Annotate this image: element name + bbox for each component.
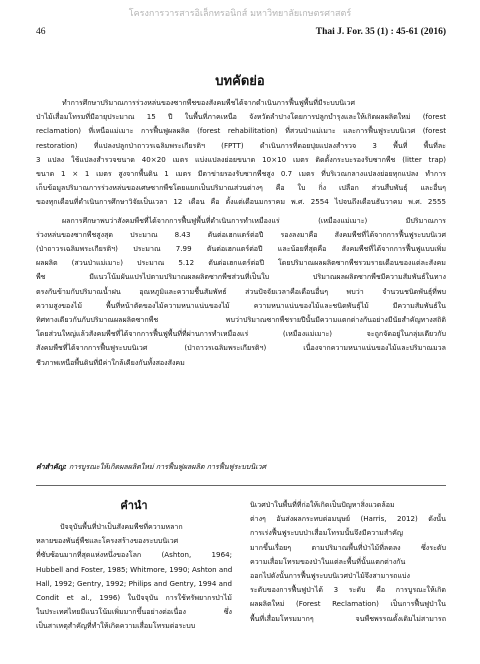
abstract-line: ผลการศึกษาพบว่าสังคมพืชที่ได้จากการฟื้นฟูพื้นที่ดำเนินการทำเหมืองแร่ (เหมืองแม่เมาะ) มีปริมาณการ bbox=[62, 215, 446, 225]
abstract-body bbox=[36, 96, 446, 374]
abstract-title: บทคัดย่อ bbox=[215, 74, 265, 89]
keywords-label: คำสำคัญ: bbox=[36, 462, 67, 471]
abstract-line: เก็บข้อมูลปริมาณการร่วงหล่นของเศษซากพืชโดยแยกเป็นปริมาณส่วนต่างๆ คือ ใบ กิ่ง เปลือก ส่วนสืบพันธุ์ และอื่นๆ bbox=[36, 183, 446, 193]
abstract-line: (ป่าถาวรเฉลิมพระเกียรติฯ) ประมาณ 7.99 ตันต่อเฮกแตร์ต่อปี และน้อยที่สุดคือ สังคมพืชที่ได้จากการฟื้นฟูแบบเพิ่ม bbox=[36, 244, 446, 254]
keywords bbox=[36, 462, 446, 473]
abstract-line: ป่าไม้เสื่อมโทรมที่มีอายุประมาณ 15 ปี ในพื้นที่ภาคเหนือ จังหวัดลำปางโดยการปลูกบำรุงและให้เกิดผลผลิตใหม่ (forest bbox=[36, 112, 446, 122]
intro-line: Hall, 1992; Gentry, 1992; Philips and Gentry, 1994 and bbox=[36, 578, 232, 588]
abstract-paragraph-2 bbox=[36, 214, 446, 370]
abstract-line: สังคมพืชที่ได้จากการฟื้นฟูระบบนิเวศ (ป่าถาวรเฉลิมพระเกียรติฯ) เนื่องจากความหนาแน่นของไม้และปริมาณมวล bbox=[36, 343, 446, 353]
abstract-line: ขนาด 1 × 1 เมตร สูงจากพื้นดิน 1 เมตร มีตาข่ายรองรับซากพืชสูง 0.7 เมตร ที่บริเวณกลางแปลงย่อยทุกแปลง ทำการ bbox=[36, 169, 446, 179]
abstract-line: reclamation) ที่เหนือแม่เมาะ การฟื้นฟูผลผลิต (forest rehabilitation) ที่สวนป่าแม่เมาะ และการฟื้นฟูระบบนิเวศ (forest bbox=[36, 126, 446, 136]
abstract-line: โดยส่วนใหญ่แล้วสังคมพืชที่ได้จากการฟื้นฟูพื้นที่ที่ผ่านการทำเหมืองแร่ (เหมืองแม่เมาะ) จะถูกจัดอยู่ในกลุ่มเดียวกับ bbox=[36, 329, 446, 339]
intro-line: ระดับของการฟื้นฟูป่าได้ 3 ระดับ คือ การบูรณะให้เกิด bbox=[250, 585, 446, 595]
intro-line: พื้นที่เสื่อมโทรมมากๆ จนพืชพรรณดั้งเดิมไม่สามารถ bbox=[250, 613, 446, 623]
intro-line: Hubbell and Foster, 1985; Whitmore, 1990; Ashton and bbox=[36, 564, 232, 574]
abstract-line: ของทุกเดือนที่ดำเนินการศึกษาวิจัยเป็นเวลา 12 เดือน คือ ตั้งแต่เดือนมกราคม พ.ศ. 2554 ไปจนถึงเดือนธันวาคม พ.ศ. 2555 bbox=[36, 197, 446, 207]
journal-citation: Thai J. For. 35 (1) : 45-61 (2016) bbox=[315, 27, 446, 37]
intro-line: ความเสื่อมโทรมของป่าในแต่ละพื้นที่นั้นแตกต่างกัน bbox=[250, 556, 406, 566]
keywords-text: การบูรณะให้เกิดผลผลิตใหม่ การฟื้นฟูผลผลิต การฟื้นฟูระบบนิเวศ bbox=[68, 462, 267, 471]
abstract-line: ความสูงของไม้ พื้นที่หน้าตัดของไม้ความหนาแน่นของไม้ ความหนาแน่นของไม้และชนิดพันธุ์ไม้ มีความสัมพันธ์ใน bbox=[36, 300, 446, 310]
intro-line: ในประเทศไทยมีแนวโน้มเพิ่มมากขึ้นอย่างต่อเนื่อง ซึ่ง bbox=[36, 607, 232, 617]
watermark: โครงการวารสารอิเล็กทรอนิกส์ มหาวิทยาลัยเกษตรศาสตร์ bbox=[128, 9, 352, 19]
intro-heading: คำนำ bbox=[120, 499, 148, 512]
running-header bbox=[36, 27, 446, 41]
abstract-line: restoration) ที่แปลงปลูกป่าถาวรเฉลิมพระเกียรติฯ (FPTT) ดำเนินการที่ดอยปุยแปลงสำรวจ 3 พื้นที่ พื้นที่ละ bbox=[36, 140, 446, 150]
intro-left-column bbox=[36, 498, 232, 634]
abstract-line: ผลผลิต (สวนป่าแม่เมาะ) ประมาณ 5.12 ตันต่อเฮกแตร์ต่อปี โดยปริมาณผลผลิตซากพืชรวมรายเดือนของแต่ละสังคม bbox=[36, 258, 446, 268]
intro-line: ที่ซับซ้อนมากที่สุดแห่งหนึ่งของโลก (Ashton, 1964; bbox=[36, 550, 232, 560]
intro-line: เป็นสาเหตุสำคัญที่ทำให้เกิดความเสื่อมโทรมต่อระบบ bbox=[36, 621, 196, 631]
intro-line: ผลผลิตใหม่ (Forest Reclamation) เป็นการฟื้นฟูป่าใน bbox=[250, 599, 446, 609]
abstract-line: ร่วงหล่นของซากพืชสูงสุด ประมาณ 8.43 ตันต่อเฮกแตร์ต่อปี รองลงมาคือ สังคมพืชที่ได้จากการฟื้นฟูระบบนิเวศ bbox=[36, 229, 446, 239]
intro-line: หลายของพันธุ์พืชและโครงสร้างของระบบนิเวศ bbox=[36, 536, 179, 546]
section-divider bbox=[36, 485, 446, 486]
abstract-line: ทำการศึกษาปริมาณการร่วงหล่นของซากพืชของสังคมพืชได้จากดำเนินการฟื้นฟูพื้นที่มีระบบนิเวศ bbox=[62, 98, 355, 107]
intro-line: ต่างๆ อันส่งผลกระทบต่อมนุษย์ (Harris, 2012) ดังนั้น bbox=[250, 514, 446, 524]
intro-line: ปัจจุบันพื้นที่ป่าเป็นสังคมพืชที่ความหลาก bbox=[60, 522, 183, 531]
abstract-line: พืช มีแนวโน้มผันแปรไปตามปริมาณผลผลิตซากพืชส่วนที่เป็นใบ ปริมาณผลผลิตซากพืชมีความสัมพันธ์ในทาง bbox=[36, 272, 446, 282]
abstract-line: ตรงกันข้ามกับปริมาณน้ำฝน อุณหภูมิและความชื้นสัมพัทธ์ ส่วนปัจจัยเวลาคือเดือนอื่นๆ พบว่า จำนวนชนิดพันธุ์ที่พบ bbox=[36, 286, 446, 296]
page-number: 46 bbox=[36, 27, 46, 37]
intro-line: การเร่งฟื้นฟูระบบป่าเสื่อมโทรมนั้นจึงมีความสำคัญ bbox=[250, 528, 403, 538]
abstract-line: 3 แปลง ใช้แปลงสำรวจขนาด 40×20 เมตร แบ่งแปลงย่อยขนาด 10×10 เมตร ติดตั้งกระบะรองรับซากพืช (litter trap) bbox=[36, 154, 446, 164]
intro-line: นิเวศป่าในพื้นที่ที่ก่อให้เกิดเป็นปัญหาสิ่งแวดล้อม bbox=[250, 500, 395, 509]
intro-line: มากขึ้นเรื่อยๆ ตามปริมาณพื้นที่ป่าไม้ที่ลดลง ซึ่งระดับ bbox=[250, 542, 446, 552]
intro-line: Condit et al., 1996) ในปัจจุบัน การใช้ทรัพยากรป่าไม้ bbox=[36, 593, 232, 603]
intro-line: ออกไปดังนั้นการฟื้นฟูระบบนิเวศป่าไม้จึงสามารถแบ่ง bbox=[250, 571, 410, 581]
abstract-line: ทิศทางเดียวกันกับปริมาณผลผลิตซากพืช พบว่าปริมาณซากพืชรายปีนั้นมีความแตกต่างกันอย่างมีนัยสำคัญทางสถิติ bbox=[36, 315, 446, 325]
abstract-paragraph-1 bbox=[36, 96, 446, 210]
abstract-line: ชีวภาพเหนือพื้นดินที่มีค่าใกล้เคียงกันทั้งสองสังคม bbox=[36, 357, 185, 367]
intro-right-column bbox=[250, 498, 446, 626]
